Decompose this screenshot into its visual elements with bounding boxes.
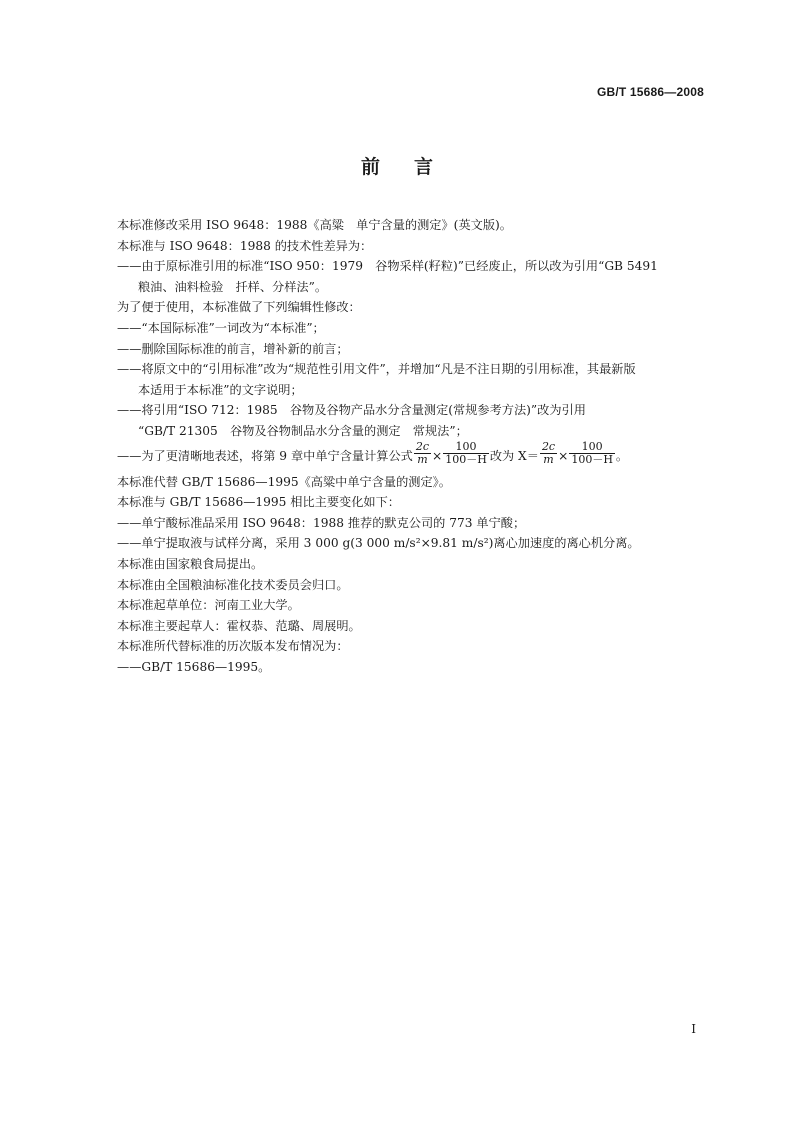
fraction-denominator: m	[417, 452, 428, 466]
foreword-body	[117, 215, 707, 677]
standard-code: GB/T 15686—2008	[596, 85, 704, 99]
fraction-numerator: 100	[569, 441, 615, 454]
list-item: ——将原文中的“引用标准”改为“规范性引用文件”，并增加“凡是不注日期的引用标准，其最新版	[117, 362, 636, 377]
list-item: ——单宁酸标准品采用 ISO 9648：1988 推荐的默克公司的 773 单宁酸；	[117, 515, 526, 530]
paragraph: 本标准由国家粮食局提出。	[117, 556, 264, 571]
paragraph: 本标准代替 GB/T 15686—1995《高粱中单宁含量的测定》。	[117, 474, 451, 489]
paragraph: 本标准所代替标准的历次版本发布情况为：	[117, 639, 349, 654]
list-item: ——将引用“ISO 712：1985 谷物及谷物产品水分含量测定(常规参考方法)”改为引用	[117, 403, 586, 418]
list-item: ——由于原标准引用的标准“ISO 950：1979 谷物采样(籽粒)”已经废止，所以改为引用“GB 5491	[117, 259, 658, 274]
fraction-numerator: 2c	[415, 439, 429, 453]
fraction-100-over-100-minus-h	[569, 441, 615, 466]
fraction-numerator: 2c	[541, 439, 556, 453]
list-item-continuation: “GB/T 21305 谷物及谷物制品水分含量的测定 常规法”；	[138, 423, 468, 438]
fraction-denominator: 100－H	[445, 452, 487, 466]
formula-end-text: 。	[615, 448, 629, 463]
times-symbol: ×	[432, 448, 443, 463]
list-item: ——单宁提取液与试样分离，采用 3 000 g(3 000 m/s²×9.81 m/s²)离心加速度的离心机分离。	[117, 536, 640, 551]
times-symbol: ×	[558, 448, 569, 463]
paragraph: 本标准与 GB/T 15686—1995 相比主要变化如下：	[117, 495, 400, 510]
list-item-continuation: 本适用于本标准”的文字说明；	[138, 382, 303, 397]
fraction-numerator: 100	[443, 441, 489, 454]
page-number: I	[691, 1022, 696, 1036]
fraction-2c-over-m	[414, 441, 431, 466]
paragraph: 为了便于使用，本标准做了下列编辑性修改：	[117, 300, 361, 315]
list-item: ——删除国际标准的前言，增补新的前言；	[117, 341, 349, 356]
paragraph: 本标准主要起草人：霍权恭、范璐、周展明。	[117, 618, 361, 633]
formula-mid-text: 改为 X＝	[489, 448, 539, 463]
page-title: 前言	[360, 156, 467, 178]
formula-intro-text: ——为了更清晰地表述，将第 9 章中单宁含量计算公式	[117, 448, 413, 463]
fraction-2c-over-m	[540, 441, 557, 466]
paragraph: 本标准修改采用 ISO 9648：1988《高粱 单宁含量的测定》(英文版)。	[117, 218, 512, 232]
fraction-denominator: m	[543, 452, 554, 466]
paragraph: 本标准由全国粮油标准化技术委员会归口。	[117, 577, 349, 592]
paragraph: 本标准起草单位：河南工业大学。	[117, 598, 300, 613]
paragraph: 本标准与 ISO 9648：1988 的技术性差异为：	[117, 238, 373, 253]
fraction-100-over-100-minus-h	[443, 441, 489, 466]
list-item: ——GB/T 15686—1995。	[117, 659, 271, 674]
list-item-continuation: 粮油、油料检验 扦样、分样法”。	[138, 279, 328, 294]
fraction-denominator: 100－H	[571, 452, 613, 466]
list-item: ——“本国际标准”一词改为“本标准”；	[117, 320, 325, 335]
formula-list-item	[117, 439, 707, 470]
